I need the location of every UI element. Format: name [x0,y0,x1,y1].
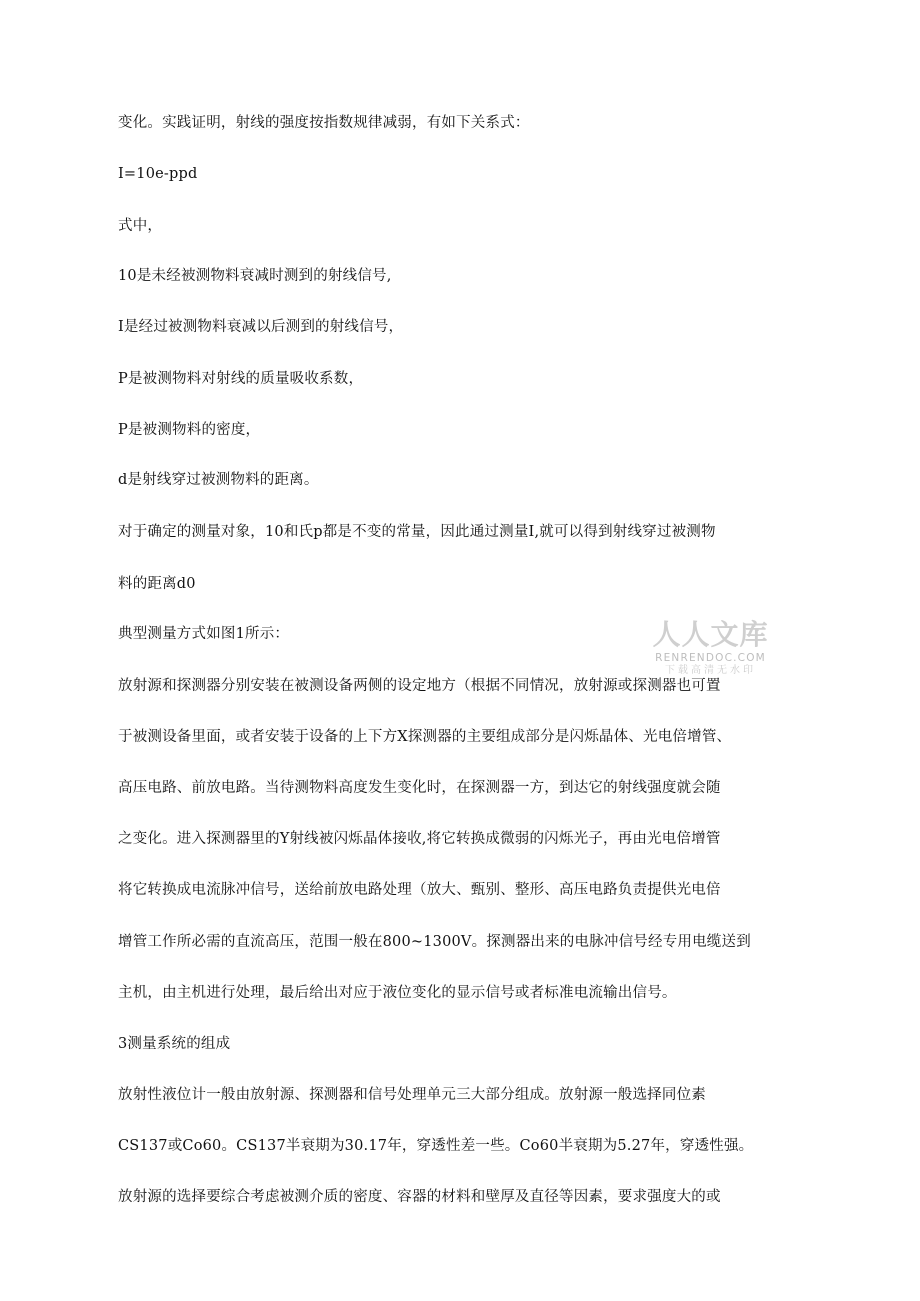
text-line: P是被测物料的密度， [118,422,261,438]
text-line: 放射性液位计一般由放射源、探测器和信号处理单元三大部分组成。放射源一般选择同位素 [118,1087,706,1103]
text-line: 典型测量方式如图1所示： [118,626,290,642]
text-line: P是被测物料对射线的质量吸收系数， [118,371,364,387]
watermark-brand: 人人文库 [652,618,769,651]
watermark-domain: RENRENDOC.COM [655,652,766,664]
text-line: I是经过被测物料衰减以后测到的射线信号， [118,319,404,335]
text-line: 增管工作所必需的直流高压，范围一般在800~1300V。探测器出来的电脉冲信号经专用电缆送到 [118,934,751,950]
text-line: 10是未经被测物料衰减时测到的射线信号, [118,268,392,284]
text-line: 放射源的选择要综合考虑被测介质的密度、容器的材料和壁厚及直径等因素，要求强度大的或 [118,1189,721,1205]
text-line: 式中， [118,218,163,234]
text-line: 放射源和探测器分别安装在被测设备两侧的设定地方（根据不同情况，放射源或探测器也可置 [118,678,721,694]
text-line: d是射线穿过被测物料的距离。 [118,472,319,488]
formula-line: I=10e-ppd [118,166,198,182]
text-line: 变化。实践证明，射线的强度按指数规律减弱，有如下关系式： [118,115,530,131]
section-heading: 3测量系统的组成 [118,1036,231,1052]
text-line: 于被测设备里面，或者安装于设备的上下方X探测器的主要组成部分是闪烁晶体、光电倍增管、 [118,729,732,745]
text-line: CS137或Co60。CS137半衰期为30.17年，穿透性差一些。Co60半衰期为5.27年，穿透性强。 [118,1138,754,1154]
text-line: 高压电路、前放电路。当待测物料高度发生变化时，在探测器一方，到达它的射线强度就会随 [118,780,721,796]
text-line: 对于确定的测量对象，10和氏p都是不变的常量，因此通过测量I,就可以得到射线穿过被测物 [118,524,716,540]
watermark-tagline: 下载高清无水印 [665,665,756,676]
text-line: 之变化。进入探测器里的Y射线被闪烁晶体接收,将它转换成微弱的闪烁光子，再由光电倍增管 [118,831,721,847]
text-line: 料的距离d0 [118,576,196,592]
watermark [648,618,773,677]
text-line: 将它转换成电流脉冲信号，送给前放电路处理（放大、甄别、整形、高压电路负责提供光电倍 [118,882,721,898]
text-line: 主机，由主机进行处理，最后给出对应于液位变化的显示信号或者标准电流输出信号。 [118,985,677,1001]
